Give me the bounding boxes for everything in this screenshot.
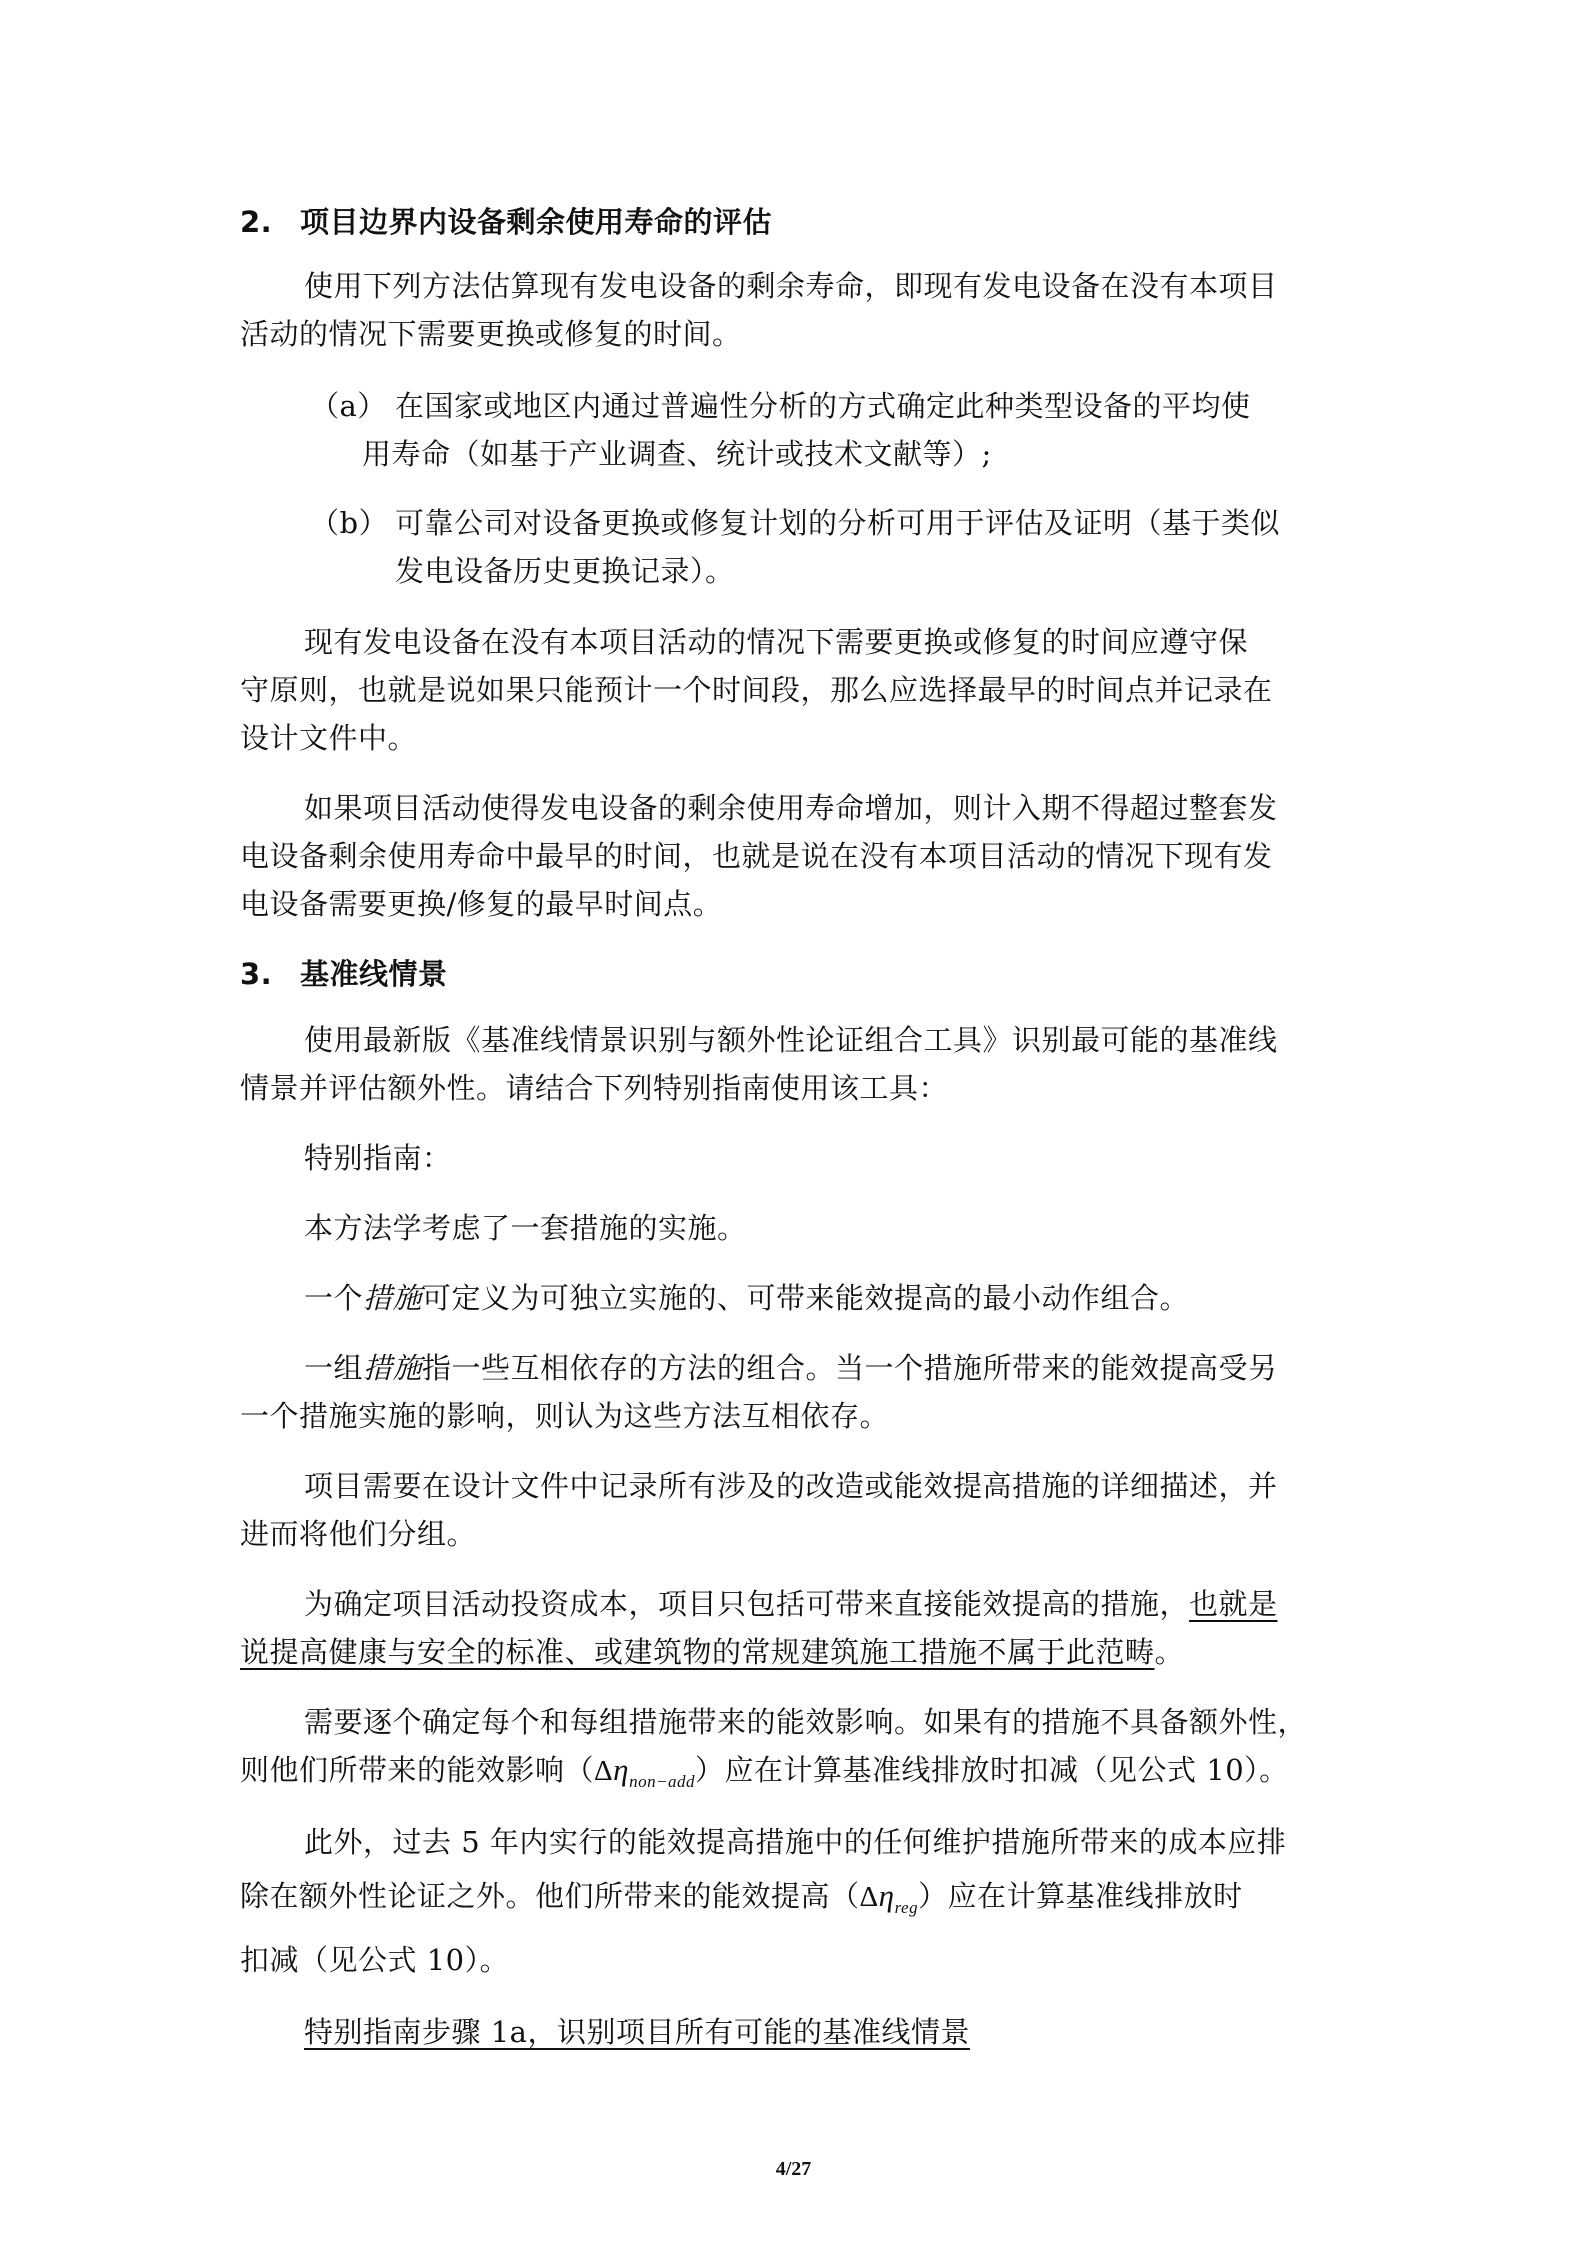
eta-symbol: η <box>878 1878 895 1913</box>
paragraph-line: 本方法学考虑了一套措施的实施。 <box>304 1211 747 1245</box>
paragraph-line: 此外，过去 5 年内实行的能效提高措施中的任何维护措施所带来的成本应排 <box>304 1825 1287 1859</box>
underlined-subheading: 特别指南步骤 1a，识别项目所有可能的基准线情景 <box>304 2015 970 2049</box>
paragraph-line <box>240 1632 1184 1672</box>
section-number: 2. <box>240 205 273 239</box>
paragraph-line: 使用下列方法估算现有发电设备的剩余寿命，即现有发电设备在没有本项目 <box>304 269 1278 303</box>
text-run: 为确定项目活动投资成本，项目只包括可带来直接能效提高的措施， <box>304 1587 1190 1621</box>
page-number: 4/27 <box>775 2158 812 2180</box>
list-item-line: 在国家或地区内通过普遍性分析的方式确定此种类型设备的平均使 <box>395 389 1251 423</box>
paragraph-line: 设计文件中。 <box>240 721 418 755</box>
text-run: 指一些互相依存的方法的组合。当一个措施所带来的能效提高受另 <box>422 1351 1278 1385</box>
paragraph-line <box>240 1750 1289 1802</box>
list-item-line: 用寿命（如基于产业调查、统计或技术文献等）; <box>362 437 992 471</box>
text-run: 可定义为可独立实施的、可带来能效提高的最小动作组合。 <box>422 1281 1190 1315</box>
section-number: 3. <box>240 957 273 991</box>
paragraph-line: 守原则，也就是说如果只能预计一个时间段，那么应选择最早的时间点并记录在 <box>240 673 1273 707</box>
paragraph-line: 需要逐个确定每个和每组措施带来的能效影响。如果有的措施不具备额外性， <box>304 1705 1308 1739</box>
paragraph-line: 项目需要在设计文件中记录所有涉及的改造或能效提高措施的详细描述，并 <box>304 1469 1278 1503</box>
italic-term: 措施 <box>363 1351 423 1385</box>
text-run: 。 <box>1154 1635 1185 1669</box>
underlined-text: 也就是 <box>1189 1587 1278 1621</box>
text-run: 则他们所带来的能效影响（ <box>240 1753 595 1787</box>
paragraph-line: 如果项目活动使得发电设备的剩余使用寿命增加，则计入期不得超过整套发 <box>304 791 1278 825</box>
paragraph-line <box>304 1278 1189 1318</box>
list-item-line: 发电设备历史更换记录）。 <box>395 554 735 588</box>
paragraph-line: 一个措施实施的影响，则认为这些方法互相依存。 <box>240 1399 890 1433</box>
text-run: ）应在计算基准线排放时 <box>918 1879 1243 1913</box>
paragraph-line: 电设备需要更换/修复的最早时间点。 <box>240 887 723 921</box>
paragraph-line <box>304 1348 1278 1388</box>
math-delta-eta-reg <box>859 1878 919 1917</box>
text-run: 一个 <box>304 1281 364 1315</box>
delta-symbol: Δ <box>859 1881 879 1913</box>
text-run: 一组 <box>304 1351 364 1385</box>
subscript: reg <box>894 1897 919 1917</box>
paragraph-line: 特别指南： <box>304 1141 452 1175</box>
underlined-text: 说提高健康与安全的标准、或建筑物的常规建筑施工措施不属于此范畴 <box>240 1635 1155 1669</box>
paragraph-line <box>240 1876 1243 1928</box>
math-delta-eta-non-add <box>594 1752 696 1791</box>
eta-symbol: η <box>613 1752 630 1787</box>
paragraph-line <box>304 1584 1278 1624</box>
paragraph-line: 扣减（见公式 10）。 <box>240 1943 510 1977</box>
section-title: 基准线情景 <box>300 957 448 991</box>
list-item-line: 可靠公司对设备更换或修复计划的分析可用于评估及证明（基于类似 <box>395 506 1281 540</box>
list-item-marker: （a） <box>310 389 387 423</box>
section-title: 项目边界内设备剩余使用寿命的评估 <box>300 205 773 239</box>
paragraph-line: 活动的情况下需要更换或修复的时间。 <box>240 317 742 351</box>
section-2-heading <box>240 202 772 242</box>
delta-symbol: Δ <box>594 1755 614 1787</box>
paragraph-line: 进而将他们分组。 <box>240 1517 477 1551</box>
italic-term: 措施 <box>363 1281 423 1315</box>
paragraph-line: 电设备剩余使用寿命中最早的时间，也就是说在没有本项目活动的情况下现有发 <box>240 839 1273 873</box>
subscript: non−add <box>629 1771 696 1791</box>
paragraph-line: 情景并评估额外性。请结合下列特别指南使用该工具： <box>240 1071 949 1105</box>
text-run: ）应在计算基准线排放时扣减（见公式 10）。 <box>695 1753 1289 1787</box>
paragraph-line: 现有发电设备在没有本项目活动的情况下需要更换或修复的时间应遵守保 <box>304 625 1249 659</box>
text-run: 除在额外性论证之外。他们所带来的能效提高（ <box>240 1879 860 1913</box>
list-item-marker: （b） <box>310 506 389 540</box>
section-3-heading <box>240 954 448 994</box>
paragraph-line: 使用最新版《基准线情景识别与额外性论证组合工具》识别最可能的基准线 <box>304 1023 1278 1057</box>
